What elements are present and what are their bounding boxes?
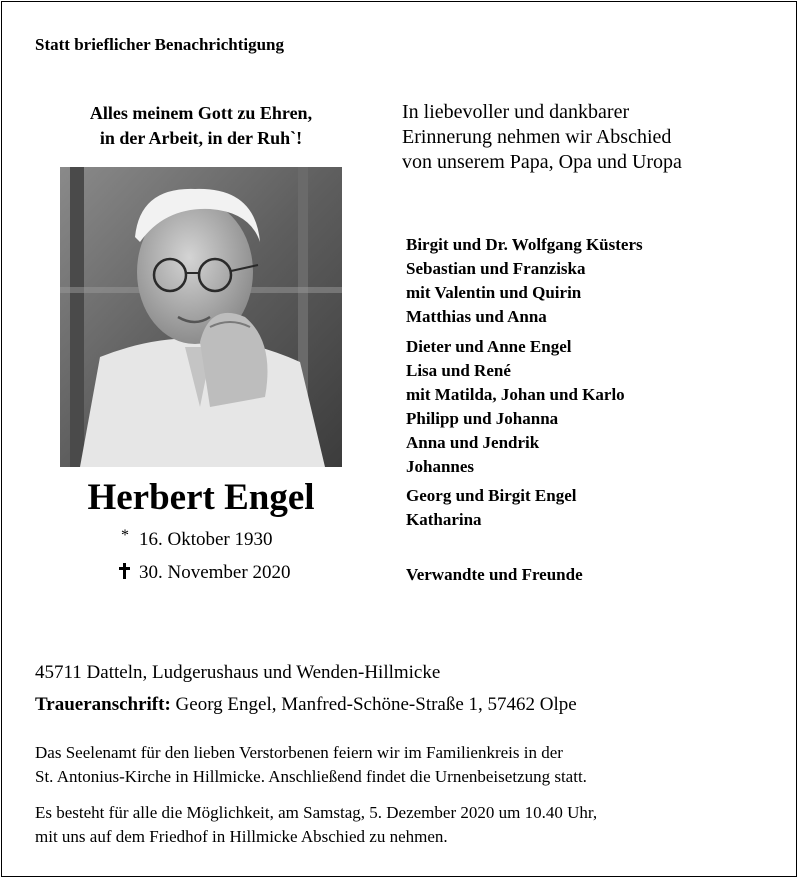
star-icon: * xyxy=(121,527,129,544)
deceased-name: Herbert Engel xyxy=(87,477,315,518)
family-line: Katharina xyxy=(406,510,482,529)
burial-paragraph xyxy=(35,801,775,849)
family-line: Philipp und Johanna xyxy=(406,409,559,428)
paragraph-line: mit uns auf dem Friedhof in Hillmicke Abschied zu nehmen. xyxy=(35,827,448,846)
intro-line: von unserem Papa, Opa und Uropa xyxy=(402,151,682,173)
family-group xyxy=(406,563,643,587)
family-line: Birgit und Dr. Wolfgang Küsters xyxy=(406,235,643,254)
family-list xyxy=(406,233,643,587)
intro-line: Erinnerung nehmen wir Abschied xyxy=(402,126,672,148)
cross-icon xyxy=(119,563,130,579)
family-line: Anna und Jendrik xyxy=(406,433,540,452)
intro-text xyxy=(402,100,682,175)
obituary-notice xyxy=(1,1,797,877)
intro-line: In liebevoller und dankbarer xyxy=(402,101,630,123)
death-date: 30. November 2020 xyxy=(139,562,291,583)
family-group xyxy=(406,484,643,532)
family-line: Verwandte und Freunde xyxy=(406,565,583,584)
family-line: mit Valentin und Quirin xyxy=(406,283,582,302)
family-line: mit Matilda, Johan und Karlo xyxy=(406,385,625,404)
motto xyxy=(60,101,342,151)
address-label: Traueranschrift: xyxy=(35,694,171,715)
notice-header: Statt brieflicher Benachrichtigung xyxy=(35,35,284,54)
family-line: Matthias und Anna xyxy=(406,307,547,326)
family-line: Georg und Birgit Engel xyxy=(406,486,577,505)
motto-line: in der Arbeit, in der Ruh`! xyxy=(99,128,303,148)
motto-line: Alles meinem Gott zu Ehren, xyxy=(89,103,313,123)
service-paragraph xyxy=(35,741,775,789)
family-line: Lisa und René xyxy=(406,361,511,380)
family-line: Dieter und Anne Engel xyxy=(406,337,572,356)
paragraph-line: Das Seelenamt für den lieben Verstorbenen feiern wir im Familienkreis in der xyxy=(35,743,563,762)
paragraph-line: Es besteht für alle die Möglichkeit, am Samstag, 5. Dezember 2020 um 10.40 Uhr, xyxy=(35,803,598,822)
location-line: 45711 Datteln, Ludgerushaus und Wenden-Hillmicke xyxy=(35,662,441,683)
birth-date-line xyxy=(117,529,273,551)
death-date-line xyxy=(119,562,290,584)
family-line: Sebastian und Franziska xyxy=(406,259,586,278)
mourning-address xyxy=(35,694,577,716)
birth-date: 16. Oktober 1930 xyxy=(139,529,273,550)
address-value: Georg Engel, Manfred-Schöne-Straße 1, 57462 Olpe xyxy=(175,694,577,715)
family-line: Johannes xyxy=(406,457,475,476)
family-group xyxy=(406,233,643,329)
paragraph-line: St. Antonius-Kirche in Hillmicke. Anschließend findet die Urnenbeisetzung statt. xyxy=(35,767,587,786)
family-group xyxy=(406,335,643,479)
portrait-photo xyxy=(60,167,342,467)
